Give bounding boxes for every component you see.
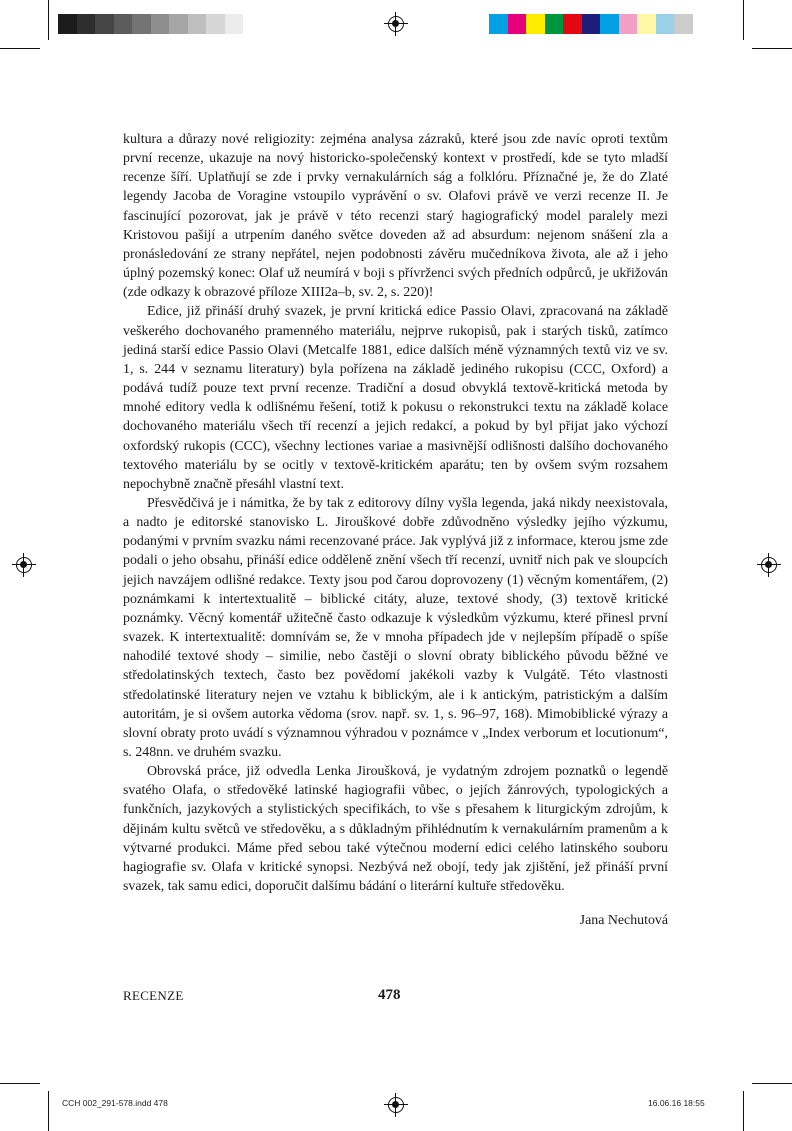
color-swatch: [656, 14, 675, 34]
process-color-bar: [489, 14, 711, 34]
color-swatch: [95, 14, 114, 34]
color-swatch: [151, 14, 170, 34]
crop-mark: [0, 48, 40, 49]
slug-date-time: 16.06.16 18:55: [648, 1098, 705, 1108]
crop-mark: [48, 0, 49, 40]
color-swatch: [188, 14, 207, 34]
author-signature: Jana Nechutová: [579, 913, 668, 928]
color-swatch: [489, 14, 508, 34]
crop-mark: [743, 0, 744, 40]
crop-mark: [752, 48, 792, 49]
color-swatch: [225, 14, 244, 34]
color-swatch: [637, 14, 656, 34]
crop-mark: [0, 1083, 40, 1084]
color-swatch: [169, 14, 188, 34]
color-swatch: [619, 14, 638, 34]
color-swatch: [243, 14, 262, 34]
color-swatch: [693, 14, 712, 34]
color-swatch: [206, 14, 225, 34]
color-swatch: [582, 14, 601, 34]
registration-mark-icon: [388, 16, 404, 32]
color-swatch: [58, 14, 77, 34]
paragraph: kultura a důrazy nové religiozity: zejména analysa zázraků, které jsou zde navíc oproti textům první recenze, ukazuje na nový historicko-společenský kontext v prostředí, kde se tyto mladší recenze šíří. Uplatňují se zde i prvky vernakulárních ság a folklóru. Příznačné je, že do Zlaté legendy Jacoba de Voragine vstoupilo vyprávění o sv. Olafovi právě ve verzi recenze II. Je fascinující pozorovat, jak je právě v této recenzi starý hagiografický model paralely mezi Kristovou pašijí a utrpením daného světce doveden až ad absurdum: nejenom snášení zla a pronásledování ze strany nepřátel, nejen podobnosti závěru mučedníkova života, ale až i jeho úplný pozemský konec: Olaf už neumírá v boji s přívrženci svých předních odpůrců, je ukřižován (zde odkazy k obrazové příloze XIII2a–b, sv. 2, s. 220)!: [123, 132, 668, 301]
slug-file-name: CCH 002_291-578.indd 478: [62, 1098, 168, 1108]
color-swatch: [508, 14, 527, 34]
paragraph: Obrovská práce, již odvedla Lenka Jiroušková, je vydatným zdrojem poznatků o legendě svatého Olafa, o středověké latinské hagiografii vůbec, o jejích žánrových, typologických a funkčních, jazykových a stylistických specifikách, to vše s přesahem k liturgickým zdrojům, k dějinám kultu světců ve středověku, a s důkladným přihlédnutím k vernakulárním pramenům a k výtvarné produkci. Máme před sebou také výtečnou moderní edici celého latinského souboru hagiografie sv. Olafa v kritické synopsi. Nezbývá než obojí, tedy jak zjištění, jež přináší první svazek, tak samu edici, doporučit dalšímu bádání o literární kultuře středověku.: [123, 764, 668, 895]
crop-mark: [743, 1091, 744, 1131]
grayscale-color-bar: [58, 14, 262, 34]
registration-mark-icon: [16, 557, 32, 573]
section-label: RECENZE: [123, 988, 184, 1003]
registration-mark-icon: [761, 557, 777, 573]
crop-mark: [48, 1091, 49, 1131]
page-number: 478: [378, 987, 401, 1003]
color-swatch: [526, 14, 545, 34]
paragraph: Edice, již přináší druhý svazek, je první kritická edice Passio Olavi, zpracovaná na základě veškerého dochovaného pramenného materiálu, nejprve rukopisů, pak i starých tisků, zatímco jediná starší edice Passio Olavi (Metcalfe 1881, edice dalších méně významných textů viz ve sv. 1, s. 244 v seznamu literatury) byla pořízena na základě jediného rukopisu (CCC, Oxford) a podává tudíž pouze text první recenze. Tradiční a dosud obvyklá textově-kritická metoda by mnohé editory vedla k odlišnému řešení, totiž k pokusu o rekonstrukci textu na základě kolace dochovaného materiálu všech tří recenzí a jejich redakcí, a pokud by byl přijat jako výchozí oxfordský rukopis (CCC), všechny lectiones variae a masivnější odlišnosti dalšího dochovaného textového materiálu by se ocitly v textově-kritickém aparátu; ten by ovšem svým rozsahem nepochybně značně přesáhl vlastní text.: [123, 304, 668, 492]
crop-mark: [752, 1083, 792, 1084]
color-swatch: [600, 14, 619, 34]
registration-mark-icon: [388, 1097, 404, 1113]
paragraph: Přesvědčivá je i námitka, že by tak z editorovy dílny vyšla legenda, jaká nikdy neexistovala, a nadto je editorské stanovisko L. Jirouškové dobře zdůvodněno výsledky jejího výzkumu, podanými v prvním svazku námi recenzované práce. Jak vyplývá již z informace, kterou jsme zde podali o jeho obsahu, přináší edice odděleně znění všech tří recenzí, uvnitř nich pak ve sloupcích jejich navzájem odlišné redakce. Texty jsou pod čarou doprovozeny (1) věcným komentářem, (2) poznámkami k intertextualitě – biblické citáty, aluze, textové shody, (3) textově kritické poznámky. Věcný komentář užitečně často odkazuje k výsledkům výzkumu, které přinesl první svazek. K intertextualitě: domnívám se, že v mnoha případech jde v nejlepším případě o spíše nahodilé textové shody – similie, nebo častěji o slovní obraty biblického původu běžné ve středolatinských textech, často bez povědomí jakékoli vazby k Vulgátě. Této vlastnosti středolatinské literatury nejen ve vztahu k biblickým, ale i k antickým, patristickým a dalším autoritám, je si ovšem autorka vědoma (srov. např. sv. 1, s. 96–97, 168). Mimobiblické výrazy a slovní obraty proto uvádí s významnou výhradou v poznámce v „Index verborum et locutionum“, s. 248nn. ve druhém svazku.: [123, 495, 668, 760]
color-swatch: [563, 14, 582, 34]
color-swatch: [77, 14, 96, 34]
body-text: [123, 130, 668, 896]
color-swatch: [545, 14, 564, 34]
color-swatch: [114, 14, 133, 34]
color-swatch: [674, 14, 693, 34]
color-swatch: [132, 14, 151, 34]
